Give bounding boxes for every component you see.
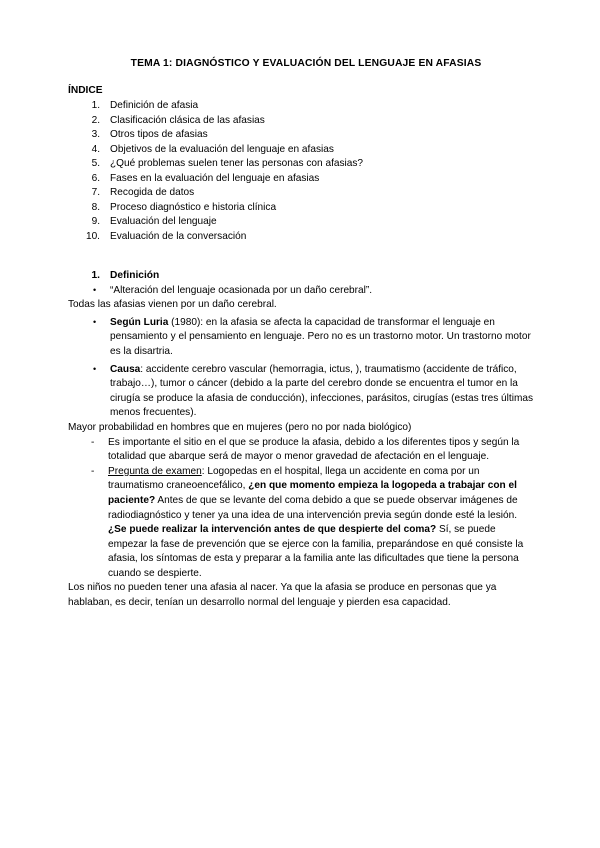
pregunta-examen-bold-1: ¿en que momento empieza la logopeda a trabajar con el paciente? [108, 480, 517, 506]
paragraph-mayor-probabilidad: Mayor probabilidad en hombres que en mujeres (pero no por nada biológico) [68, 421, 412, 433]
dash-item-sitio [68, 436, 536, 465]
index-item [68, 128, 536, 143]
index-item-label: Clasificación clásica de las afasias [110, 114, 265, 126]
index-item [68, 230, 536, 245]
index-item-number: 3. [91, 129, 100, 140]
index-heading: ÍNDICE [68, 85, 103, 96]
index-item-number: 6. [91, 172, 100, 184]
index-item [68, 186, 536, 201]
index-item [68, 201, 536, 216]
index-item-label: Definición de afasia [110, 100, 199, 111]
causa-bullet [68, 363, 536, 421]
index-item [68, 143, 536, 158]
definition-quote-bullet [68, 284, 536, 299]
index-item [68, 157, 536, 172]
index-item [68, 172, 536, 187]
index-item-number: 7. [91, 187, 100, 198]
luria-label: Según Luria [110, 316, 169, 328]
index-item-label: Evaluación de la conversación [110, 230, 247, 242]
index-item-label: Fases en la evaluación del lenguaje en afasias [110, 172, 320, 184]
index-item-number: 9. [91, 216, 100, 227]
index-item [68, 215, 536, 230]
dash-item-sitio-text: Es importante el sitio en el que se produce la afasia, debido a los diferentes tipos y según la totalidad que abarque será de mayor o menor gravedad de afectación en el lenguaje. [108, 436, 520, 463]
section-1-heading [68, 269, 536, 284]
index-item-label: Otros tipos de afasias [110, 129, 208, 140]
paragraph-ninos-afasia: Los niños no pueden tener una afasia al nacer. Ya que la afasia se produce en personas que ya hablaban, es decir, tenían un desarrollo normal del lenguaje y pierden esa capacidad. [68, 582, 497, 609]
definition-quote-text: “Alteración del lenguaje ocasionada por un daño cerebral”. [110, 284, 373, 296]
luria-text: (1980): en la afasia se afecta la capacidad de transformar el lenguaje en pensamiento y el pensamiento en lenguaje. Pero no es un trastorno motor. Un trastorno motor es la disartria. [110, 316, 531, 357]
index-item-number: 2. [91, 114, 100, 126]
index-item-number: 10. [85, 230, 100, 242]
dash-item-pregunta-examen [68, 465, 536, 523]
luria-bullet [68, 316, 536, 360]
index-item-label: Objetivos de la evaluación del lenguaje en afasias [110, 143, 334, 155]
section-1-title: Definición [110, 270, 160, 281]
causa-label: Causa [110, 363, 141, 375]
pregunta-examen-bold-2: ¿Se puede realizar la intervención antes de que despierte del coma? [108, 524, 437, 536]
index-item-label: Proceso diagnóstico e historia clínica [110, 201, 277, 213]
paragraph-todas-afasias: Todas las afasias vienen por un daño cerebral. [68, 299, 277, 311]
index-item-label: Evaluación del lenguaje [110, 216, 217, 227]
index-item [68, 99, 536, 114]
index-item-number: 4. [91, 143, 100, 155]
pregunta-examen-text-3: Sí, se puede empezar la fase de prevención que se ejerce con la familia, preparándose en qué consiste la afasia, los síntomas de esta y preparar a la familia ante las dificultades que tiene la persona cuando se despierte. [108, 524, 524, 579]
index-item-number: 8. [91, 201, 100, 213]
index-item-number: 1. [91, 100, 100, 111]
index-item-label: Recogida de datos [110, 187, 195, 198]
pregunta-examen-text-1: : Logopedas en el hospital, llega un accidente en coma por un traumatismo craneoencefálico, [108, 465, 480, 492]
pregunta-examen-followup [68, 523, 536, 581]
index-item-label: ¿Qué problemas suelen tener las personas con afasias? [110, 158, 364, 169]
index-item [68, 114, 536, 129]
index-item-number: 5. [91, 158, 100, 169]
pregunta-examen-label: Pregunta de examen [108, 465, 202, 477]
spacer [68, 244, 536, 269]
pregunta-examen-text-2: Antes de que se levante del coma debido a que se puede observar imágenes de radiodiagnóstico y tener ya una idea de una intervención previa según donde esté la lesión. [108, 494, 518, 521]
page-title: TEMA 1: DIAGNÓSTICO Y EVALUACIÓN DEL LENGUAJE EN AFASIAS [130, 58, 482, 69]
index-list [68, 99, 536, 244]
section-1-number: 1. [91, 270, 100, 281]
causa-text: : accidente cerebro vascular (hemorragia, ictus, ), traumatismo (accidente de tráfico, trabajo…), tumor o cáncer (debido a la parte del cerebro donde se encuentra el tumor en la cirugía se produce la afasia de conducción), infecciones, parásitos, cirugías (estas tres últimas menos frecuentes). [110, 363, 534, 419]
